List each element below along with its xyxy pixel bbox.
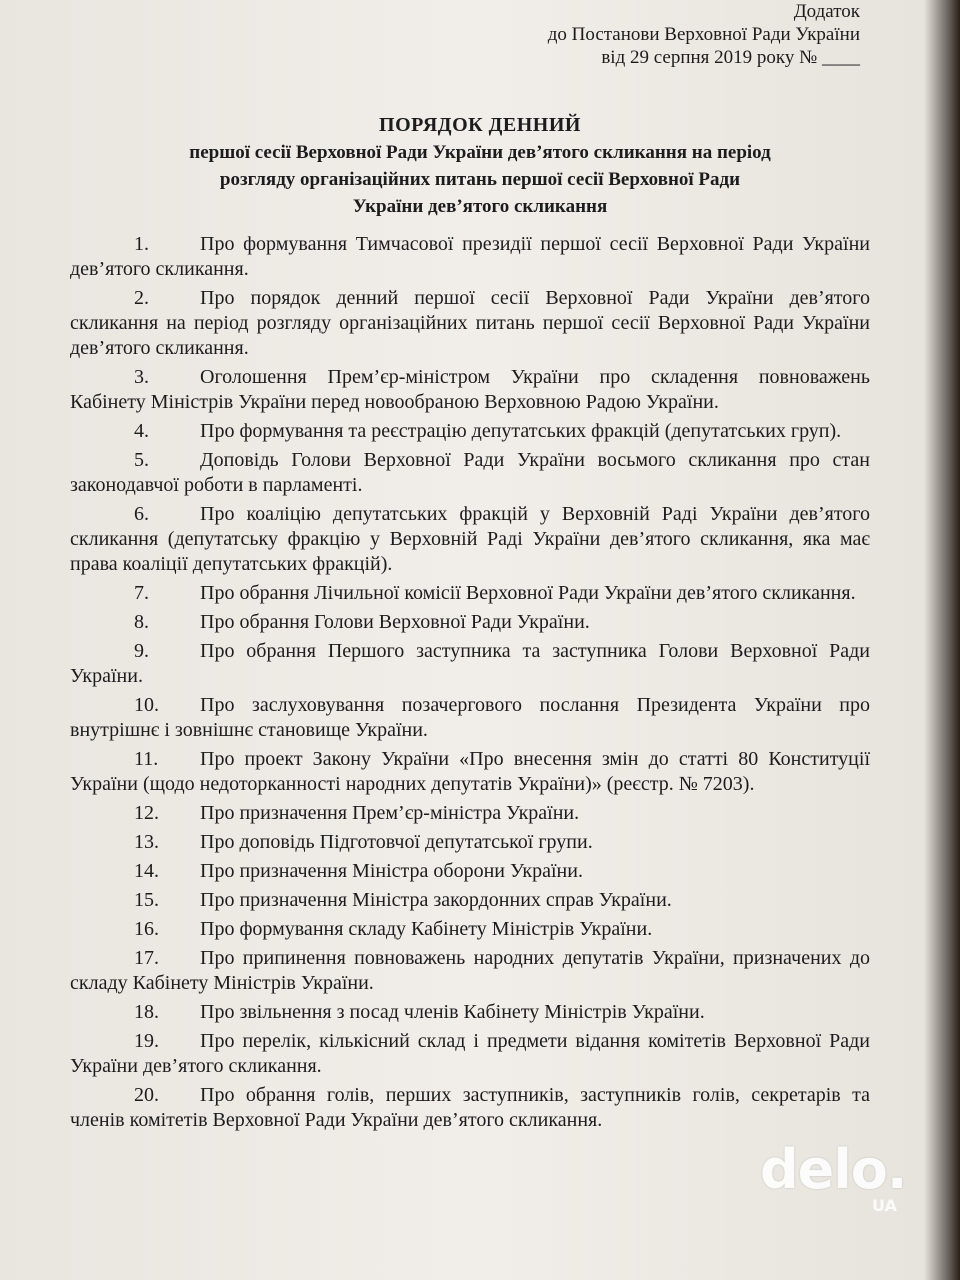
title-main: ПОРЯДОК ДЕННИЙ [379,114,581,136]
agenda-item-text: Про обрання Першого заступника та заступника Голови Верховної Ради України. [70,640,870,687]
agenda-item-number: 3. [134,366,149,388]
agenda-item [70,581,870,606]
agenda-item-number: 6. [134,503,149,525]
agenda-item-number: 1. [134,233,149,255]
agenda-item [70,888,870,913]
agenda-item [70,365,870,415]
agenda-item-text: Про формування Тимчасової президії першої сесії Верховної Ради України дев’ятого скликання. [70,233,870,280]
agenda-list [70,232,870,1137]
agenda-item [70,610,870,635]
agenda-item-text: Про припинення повноважень народних депутатів України, призначених до складу Кабінету Міністрів України. [70,947,870,994]
agenda-item-text: Про формування та реєстрацію депутатських фракцій (депутатських груп). [200,420,842,442]
agenda-item [70,419,870,444]
agenda-item-number: 17. [134,947,159,969]
agenda-item [70,917,870,942]
agenda-item-text: Оголошення Прем’єр-міністром України про складення повноважень Кабінету Міністрів України перед новообраною Верховною Радою України. [70,366,870,413]
agenda-item-text: Про проект Закону України «Про внесення змін до статті 80 Конституції України (щодо недоторканності народних депутатів України)» (реєстр. № 7203). [70,748,870,795]
agenda-item-number: 14. [134,860,159,882]
agenda-item-text: Про призначення Прем’єр-міністра України. [200,802,580,824]
agenda-item [70,830,870,855]
resolution-date: від 29 серпня 2019 року № ____ [601,47,860,68]
agenda-item-text: Про обрання Лічильної комісії Верховної Ради України дев’ятого скликання. [200,582,856,604]
agenda-item [70,859,870,884]
agenda-item-number: 5. [134,449,149,471]
agenda-item [70,801,870,826]
agenda-item-number: 16. [134,918,159,940]
agenda-item [70,946,870,996]
agenda-item [70,1029,870,1079]
agenda-item-text: Про заслуховування позачергового послання Президента України про внутрішнє і зовнішнє становище України. [70,694,870,741]
agenda-item-text: Про призначення Міністра закордонних справ України. [200,889,672,911]
agenda-item-number: 13. [134,831,159,853]
agenda-item-text: Про коаліцію депутатських фракцій у Верховній Раді України дев’ятого скликання (депутатську фракцію у Верховній Раді України дев’ятого скликання, яка має права коаліції депутатських фракцій). [70,503,870,575]
agenda-item-number: 4. [134,420,149,442]
agenda-item-number: 9. [134,640,149,662]
agenda-item-text: Про порядок денний першої сесії Верховної Ради України дев’ятого скликання на період розгляду організаційних питань першої сесії Верховної Ради України дев’ятого скликання. [70,287,870,359]
agenda-item-text: Доповідь Голови Верховної Ради України восьмого скликання про стан законодавчої роботи в парламенті. [70,449,870,496]
agenda-item [70,232,870,282]
agenda-item [70,693,870,743]
agenda-item-text: Про звільнення з посад членів Кабінету Міністрів України. [200,1001,705,1023]
agenda-item [70,1083,870,1133]
agenda-item-text: Про обрання Голови Верховної Ради України. [200,611,590,633]
watermark-word: delo. [760,1138,907,1201]
document-title [0,112,960,220]
agenda-item-text: Про перелік, кількісний склад і предмети відання комітетів Верховної Ради України дев’ятого скликання. [70,1030,870,1077]
agenda-item-number: 18. [134,1001,159,1023]
agenda-item-number: 19. [134,1030,159,1052]
agenda-item-text: Про доповідь Підготовчої депутатської групи. [200,831,593,853]
agenda-item-number: 10. [134,694,159,716]
watermark-suffix: UA [872,1196,897,1215]
agenda-item-number: 12. [134,802,159,824]
agenda-item-number: 11. [134,748,159,770]
title-subtitle-line-2: розгляду організаційних питань першої сесії Верховної Ради [219,169,741,190]
agenda-item-text: Про призначення Міністра оборони України. [200,860,583,882]
agenda-item-number: 20. [134,1084,159,1106]
agenda-item [70,502,870,577]
agenda-item [70,747,870,797]
agenda-item-number: 2. [134,287,149,309]
agenda-item-number: 15. [134,889,159,911]
title-subtitle-line-1: першої сесії Верховної Ради України дев’ятого скликання на період [189,142,771,163]
appendix-label: Додаток [793,1,860,22]
agenda-item-text: Про формування складу Кабінету Міністрів України. [200,918,653,940]
resolution-reference: до Постанови Верховної Ради України [547,24,860,45]
agenda-item [70,639,870,689]
agenda-item-number: 8. [134,611,149,633]
agenda-item [70,1000,870,1025]
agenda-item-number: 7. [134,582,149,604]
agenda-item [70,286,870,361]
appendix-header [548,0,860,69]
agenda-item-text: Про обрання голів, перших заступників, заступників голів, секретарів та членів комітетів Верховної Ради України дев’ятого скликання. [70,1084,870,1131]
agenda-item [70,448,870,498]
delo-watermark-logo [760,1140,920,1220]
title-subtitle-line-3: України дев’ятого скликання [352,196,608,217]
